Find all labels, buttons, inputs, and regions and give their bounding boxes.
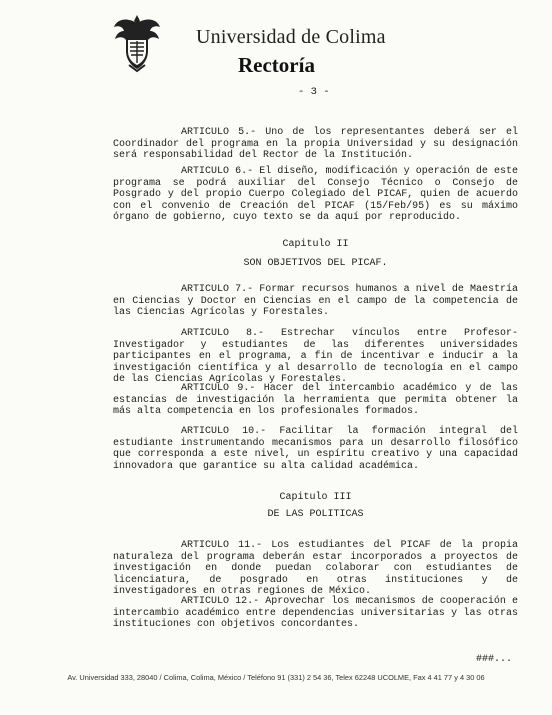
university-eagle-seal-icon bbox=[113, 11, 161, 73]
article-5-text: ARTICULO 5.- Uno de los representantes deberá ser el Coordinador del programa en la propia Universidad y su designación será responsabilidad del Rector de la Institución. bbox=[113, 127, 518, 161]
article-9 bbox=[113, 383, 518, 418]
article-6 bbox=[113, 166, 518, 224]
chapter-2-title: Capitulo II bbox=[282, 239, 349, 250]
article-12 bbox=[113, 596, 518, 631]
footer-address: Av. Universidad 333, 28040 / Colima, Colima, México / Teléfono 91 (331) 2 54 36, Telex 62248 UCOLME, Fax 4 41 77 y 4 30 06 bbox=[67, 673, 485, 682]
chapter-3-title: Capitulo III bbox=[279, 492, 352, 503]
article-8-text: ARTICULO 8.- Estrechar vínculos entre Profesor-Investigador y estudiantes de las diferentes universidades participantes en el programa, a fin de incentivar e inducir a la investigación científica y al desarrollo de tecnología en el campo de las Ciencias Agrícolas y Forestales. bbox=[113, 328, 518, 385]
chapter-2-subtitle: SON OBJETIVOS DEL PICAF. bbox=[243, 258, 388, 269]
article-9-text: ARTICULO 9.- Hacer del intercambio académico y de las estancias de investigación la herramienta que permita obtener la más alta competencia en los profesionales formados. bbox=[113, 383, 518, 417]
institution-name: Universidad de Colima bbox=[196, 26, 386, 48]
article-5 bbox=[113, 127, 518, 162]
continuation-mark: ###... bbox=[475, 654, 512, 665]
article-11 bbox=[113, 540, 518, 598]
article-6-text: ARTICULO 6.- El diseño, modificación y operación de este programa se podrá auxiliar del Consejo Técnico o Consejo de Posgrado y del propio Cuerpo Colegiado del PICAF, quien de acuerdo con el convenio de Creación del PICAF (15/Feb/95) es su máximo órgano de gobierno, cuyo texto se da aquí por reproducido. bbox=[113, 166, 518, 223]
article-7 bbox=[113, 284, 518, 319]
page-number: - 3 - bbox=[298, 86, 330, 98]
office-title: Rectoría bbox=[238, 53, 315, 77]
article-10-text: ARTICULO 10.- Facilitar la formación integral del estudiante instrumentando mecanismos para un desarrollo filosófico que corresponda a este nivel, un espíritu creativo y una capacidad innovadora que garantice su alta calidad académica. bbox=[113, 426, 518, 472]
article-12-text: ARTICULO 12.- Aprovechar los mecanismos de cooperación e intercambio académico entre dependencias universitarias y las otras instituciones con objetivos concordantes. bbox=[113, 596, 518, 630]
article-11-text: ARTICULO 11.- Los estudiantes del PICAF de la propia naturaleza del programa deberán estar incorporados a proyectos de investigación en donde puedan colaborar con estudiantes de licenciatura, de posgrado en otras instituciones y de investigadores en otras regiones de México. bbox=[113, 540, 518, 597]
article-7-text: ARTICULO 7.- Formar recursos humanos a nivel de Maestría en Ciencias y Doctor en Ciencias en el campo de la competencia de las Ciencias Agrícolas y Forestales. bbox=[113, 284, 518, 318]
chapter-3-subtitle: DE LAS POLITICAS bbox=[267, 509, 364, 520]
article-8 bbox=[113, 328, 518, 386]
article-10 bbox=[113, 426, 518, 472]
